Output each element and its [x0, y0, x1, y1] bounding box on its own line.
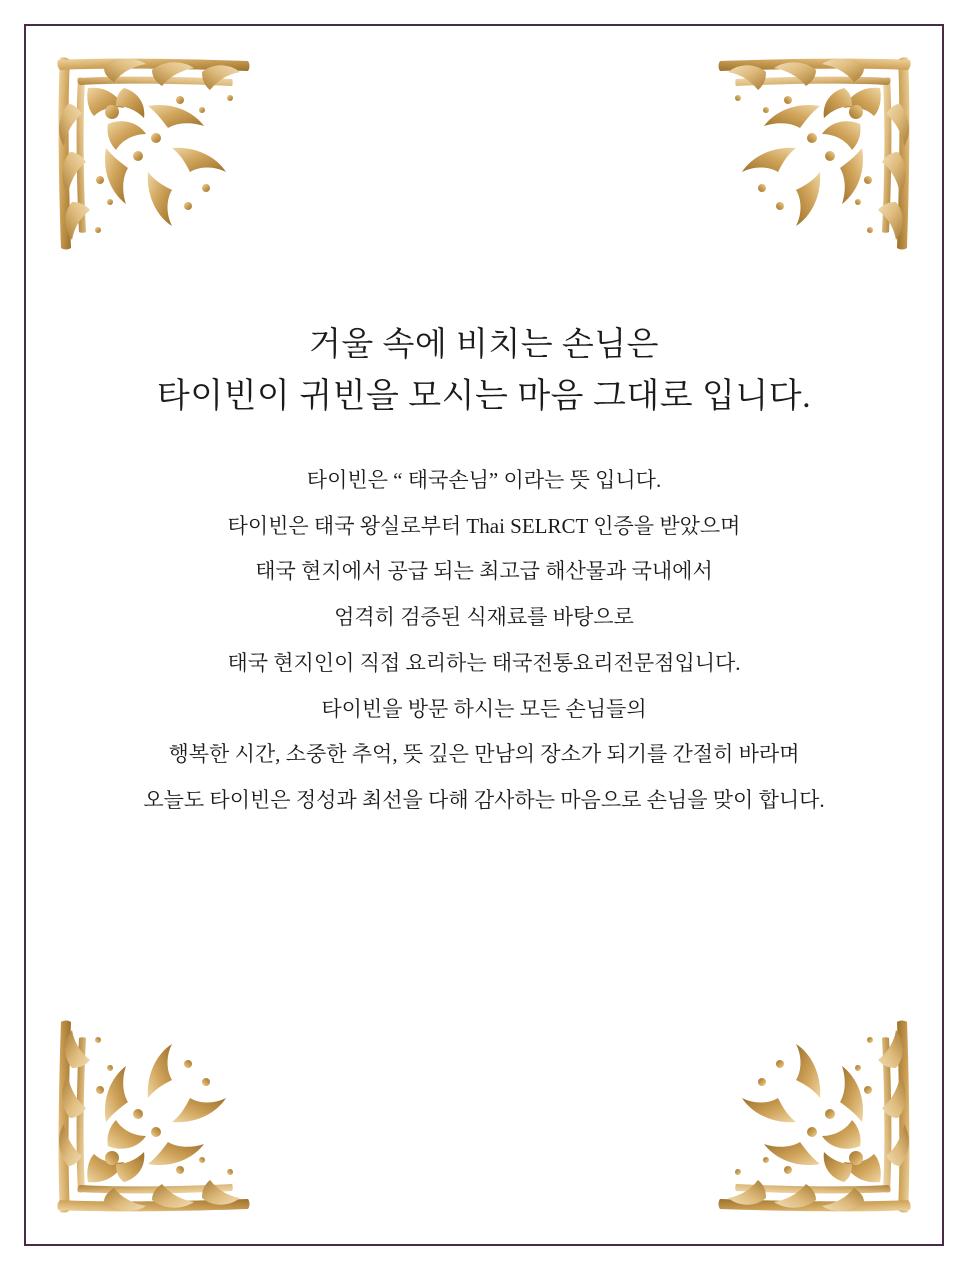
body-paragraph: 타이빈을 방문 하시는 모든 손님들의: [321, 696, 647, 721]
body-text: [70, 458, 898, 824]
body-paragraph: 타이빈은 태국 왕실로부터 Thai SELRCT 인증을 받았으며: [227, 513, 741, 538]
body-paragraph: 태국 현지인이 직접 요리하는 태국전통요리전문점입니다.: [227, 650, 741, 675]
page-title: [70, 320, 898, 424]
document-content: [70, 320, 898, 824]
headline-line-1: 거울 속에 비치는 손님은: [308, 327, 660, 363]
body-paragraph: 타이빈은 “ 태국손님” 이라는 뜻 입니다.: [306, 467, 662, 492]
headline-line-2: 타이빈이 귀빈을 모시는 마음 그대로 입니다.: [156, 378, 812, 416]
body-paragraph: 태국 현지에서 공급 되는 최고급 해산물과 국내에서: [255, 559, 713, 584]
body-paragraph: 오늘도 타이빈은 정성과 최선을 다해 감사하는 마음으로 손님을 맞이 합니다.: [143, 788, 825, 813]
body-paragraph: 엄격히 검증된 식재료를 바탕으로: [334, 605, 634, 630]
body-paragraph: 행복한 시간, 소중한 추억, 뜻 깊은 만남의 장소가 되기를 간절히 바라며: [168, 742, 800, 767]
